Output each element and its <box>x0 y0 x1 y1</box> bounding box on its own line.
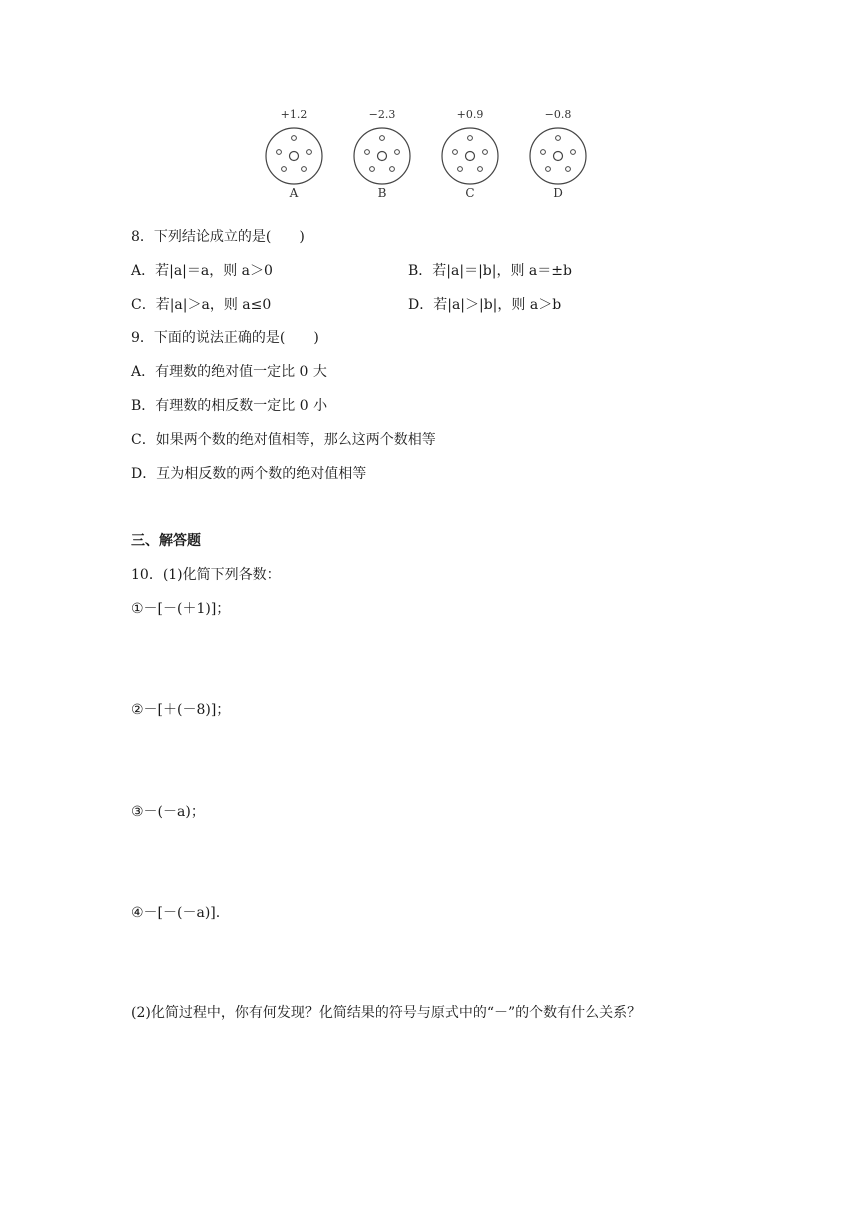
part-value: +0.9 <box>456 108 484 121</box>
q10-part-2: (2)化简过程中，你有何发现？化简结果的符号与原式中的“－”的个数有什么关系？ <box>131 1005 642 1021</box>
q8-option-a: A．若|a|＝a，则 a＞0 <box>131 263 273 279</box>
part-value: −2.3 <box>368 108 396 121</box>
part-label: C <box>465 186 475 200</box>
part-circle-icon <box>352 126 412 186</box>
part-label: D <box>553 186 563 200</box>
part-label: A <box>289 186 299 200</box>
q9-option-b: B．有理数的相反数一定比 0 小 <box>131 398 328 414</box>
part-d <box>526 108 590 204</box>
q10-stem: 10．(1)化简下列各数： <box>131 567 281 583</box>
q8-stem: 8．下列结论成立的是( ) <box>131 229 305 245</box>
part-circle-icon <box>440 126 500 186</box>
part-a <box>262 108 326 204</box>
part-b <box>350 108 414 204</box>
q8-option-b: B．若|a|＝|b|，则 a＝±b <box>408 263 572 279</box>
q9-option-c: C．如果两个数的绝对值相等，那么这两个数相等 <box>131 432 436 448</box>
parts-figure <box>262 108 602 204</box>
q10-item-2: ②－[＋(－8)]； <box>131 702 231 718</box>
part-label: B <box>377 186 387 200</box>
q9-option-d: D．互为相反数的两个数的绝对值相等 <box>131 466 367 482</box>
q10-item-3: ③－(－a)； <box>131 804 205 820</box>
part-circle-icon <box>264 126 324 186</box>
part-c <box>438 108 502 204</box>
q9-option-a: A．有理数的绝对值一定比 0 大 <box>131 364 327 380</box>
part-value: −0.8 <box>544 108 572 121</box>
part-circle-icon <box>528 126 588 186</box>
q9-stem: 9．下面的说法正确的是( ) <box>131 330 319 346</box>
q8-option-c: C．若|a|＞a，则 a≤0 <box>131 297 272 313</box>
section-title: 三、解答题 <box>131 533 201 549</box>
q8-option-d: D．若|a|＞|b|，则 a＞b <box>408 297 562 313</box>
part-value: +1.2 <box>280 108 308 121</box>
q10-item-4: ④－[－(－a)]. <box>131 905 221 921</box>
q10-item-1: ①－[－(＋1)]； <box>131 601 231 617</box>
